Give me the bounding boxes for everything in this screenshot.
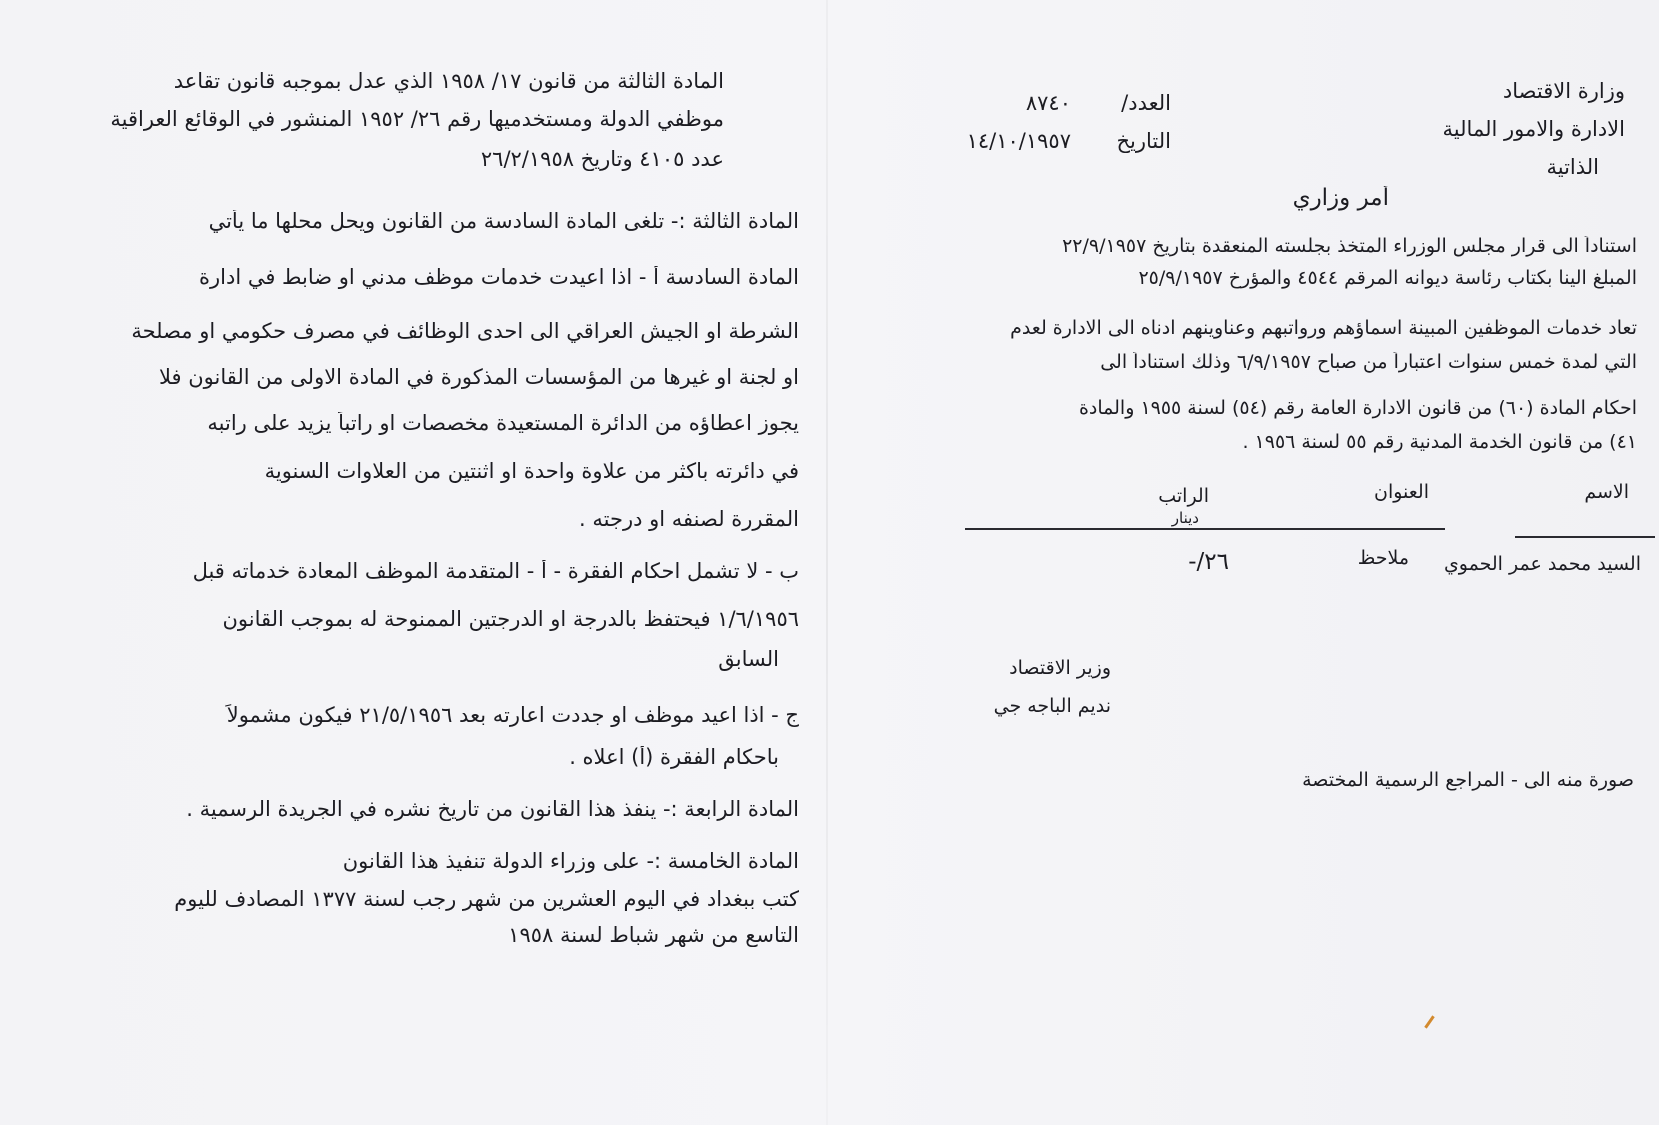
- order-body-line: المبلغ الينا بكتاب رئاسة ديوانه المرقم ٤٥٤٤ والمؤرخ ٢٥/٩/١٩٥٧: [1138, 268, 1637, 289]
- table-cell-name: السيد محمد عمر الحموي: [1443, 554, 1641, 575]
- header-line: موظفي الدولة ومستخدميها رقم ٢٦/ ١٩٥٢ المنشور في الوقائع العراقية: [110, 108, 724, 131]
- body-line: المادة السادسة أ - اذا اعيدت خدمات موظف مدني او ضابط في ادارة: [198, 266, 799, 289]
- table-header-title: العنوان: [1373, 482, 1429, 503]
- body-line: التاسع من شهر شباط لسنة ١٩٥٨: [508, 924, 799, 947]
- department-name-2: الذاتية: [1546, 156, 1599, 179]
- body-line: في دائرته باكثر من علاوة واحدة او اثنتين من العلاوات السنوية: [264, 460, 799, 483]
- header-line: عدد ٤١٠٥ وتاريخ ٢٦/٢/١٩٥٨: [480, 148, 724, 171]
- order-body-line: تعاد خدمات الموظفين المبينة اسماؤهم ورواتبهم وعناوينهم ادناه الى الادارة لعدم: [1010, 318, 1637, 339]
- order-body-line: ٤١) من قانون الخدمة المدنية رقم ٥٥ لسنة ١٩٥٦ .: [1242, 432, 1637, 453]
- body-line: باحكام الفقرة (أ) اعلاه .: [569, 746, 779, 769]
- number-label: العدد/: [1121, 92, 1171, 115]
- ministry-name: وزارة الاقتصاد: [1502, 80, 1625, 103]
- date-value: ١٤/١٠/١٩٥٧: [966, 130, 1071, 153]
- page-fold: [826, 0, 828, 1125]
- signature-name: نديم الباجه جي: [993, 696, 1111, 717]
- number-value: ٨٧٤٠: [1025, 92, 1071, 115]
- body-line: المقررة لصنفه او درجته .: [579, 508, 799, 531]
- date-label: التاريخ: [1116, 130, 1171, 153]
- header-line: المادة الثالثة من قانون ١٧/ ١٩٥٨ الذي عدل بموجبه قانون تقاعد: [173, 70, 724, 93]
- table-header-rule: [965, 528, 1445, 530]
- body-line: او لجنة او غيرها من المؤسسات المذكورة في المادة الاولى من القانون فلا: [158, 366, 799, 389]
- table-header-name: الاسم: [1584, 482, 1629, 503]
- body-line: ج - اذا اعيد موظف او جددت اعارته بعد ٢١/٥/١٩٥٦ فيكون مشمولاً: [226, 704, 799, 727]
- body-line: المادة الثالثة :- تلغى المادة السادسة من القانون ويحل محلها ما يأتي: [208, 210, 799, 233]
- order-body-line: احكام المادة (٦٠) من قانون الادارة العامة رقم (٥٤) لسنة ١٩٥٥ والمادة: [1078, 398, 1637, 419]
- department-name: الادارة والامور المالية: [1442, 118, 1625, 141]
- body-line: كتب ببغداد في اليوم العشرين من شهر رجب لسنة ١٣٧٧ المصادف لليوم: [174, 888, 799, 911]
- pen-mark: [1424, 1015, 1434, 1028]
- body-line: يجوز اعطاؤه من الدائرة المستعيدة مخصصات او راتباً يزيد على راتبه: [207, 412, 799, 435]
- signature-title: وزير الاقتصاد: [1009, 658, 1111, 679]
- table-header-rule-name: [1515, 536, 1655, 538]
- body-line: السابق: [718, 648, 779, 671]
- order-title: أمر وزاري: [1292, 186, 1389, 211]
- table-header-salary: الراتب: [1158, 486, 1209, 507]
- table-cell-title: ملاحظ: [1357, 548, 1409, 569]
- table-header-salary-unit: دينار: [1171, 510, 1199, 527]
- order-body-line: استناداً الى قرار مجلس الوزراء المتخذ بجلسته المنعقدة بتاريخ ٢٢/٩/١٩٥٧: [1062, 236, 1637, 257]
- body-line: ب - لا تشمل احكام الفقرة - أ - المتقدمة الموظف المعادة خدماته قبل: [192, 560, 799, 583]
- table-cell-salary: ٢٦/-: [1188, 550, 1229, 575]
- body-line: ١/٦/١٩٥٦ فيحتفظ بالدرجة او الدرجتين الممنوحة له بموجب القانون: [222, 608, 799, 631]
- body-line: المادة الخامسة :- على وزراء الدولة تنفيذ هذا القانون: [342, 850, 799, 873]
- body-line: الشرطة او الجيش العراقي الى احدى الوظائف في مصرف حكومي او مصلحة: [131, 320, 799, 343]
- copy-to-line: صورة منه الى - المراجع الرسمية المختصة: [1302, 770, 1634, 791]
- order-body-line: التي لمدة خمس سنوات اعتباراً من صباح ٦/٩/١٩٥٧ وذلك استناداً الى: [1100, 352, 1637, 373]
- body-line: المادة الرابعة :- ينفذ هذا القانون من تاريخ نشره في الجريدة الرسمية .: [186, 798, 799, 821]
